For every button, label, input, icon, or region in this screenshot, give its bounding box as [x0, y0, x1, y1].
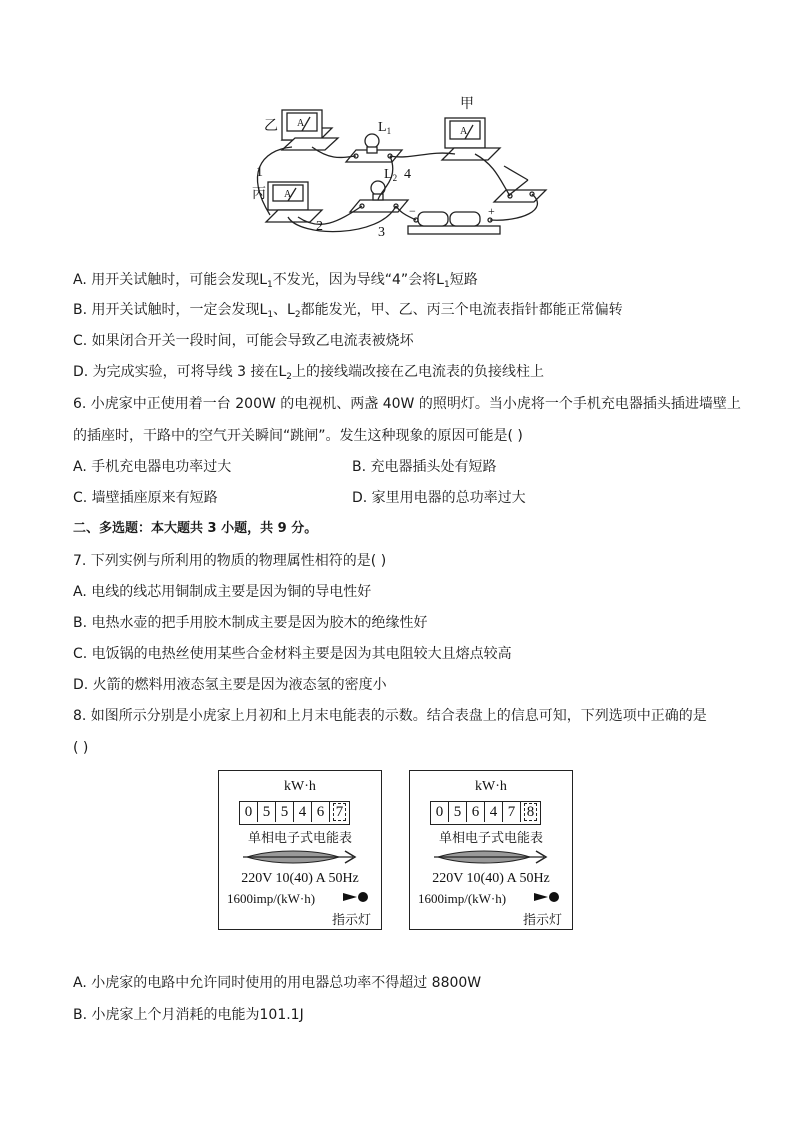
q5-option-c: C. 如果闭合开关一段时间，可能会导致乙电流表被烧坏: [73, 333, 414, 349]
label-l2: $L_2$: [384, 167, 398, 183]
label-l1: $L_1$: [378, 120, 392, 136]
meter-impulse: 1600imp/(kW·h): [227, 891, 316, 906]
meter-unit: kW·h: [284, 779, 316, 794]
meter-decimal-digit: 7: [330, 802, 349, 822]
meter-title: 单相电子式电能表: [438, 831, 543, 846]
meter-digit: 4: [294, 802, 312, 822]
ammeter-yi-face: A: [297, 118, 305, 129]
q5-option-b: B. 用开关试触时，一定会发现$L_1$、$L_2$都能发光，甲、乙、丙三个电流表指针都能正常偏转: [73, 302, 623, 320]
q8-stem-line2: ( ): [73, 740, 89, 756]
rotor-arrow-icon: [243, 849, 359, 865]
q7-option-a: A. 电线的线芯用铜制成主要是因为铜的导电性好: [73, 584, 372, 600]
meter-digit: 0: [240, 802, 258, 822]
label-wire-3: 3: [378, 225, 385, 240]
q8-option-a: A. 小虎家的电路中允许同时使用的用电器总功率不得超过 8800W: [73, 975, 482, 991]
label-wire-4: 4: [404, 167, 411, 182]
rotor-arrow-icon: [434, 849, 550, 865]
indicator-light-icon: [534, 891, 560, 903]
ammeter-bing-face: A: [284, 189, 292, 200]
meter-digit: 6: [312, 802, 330, 822]
ammeter-jia-face: A: [460, 126, 468, 137]
meter-indicator-label: 指示灯: [522, 913, 562, 928]
circuit-diagram: [0, 0, 794, 250]
indicator-light-icon: [343, 891, 369, 903]
q6-option-b: B. 充电器插头处有短路: [352, 459, 497, 475]
label-yi: 乙: [264, 119, 278, 134]
q6-option-c: C. 墙壁插座原来有短路: [73, 490, 218, 506]
q7-stem: 7. 下列实例与所利用的物质的物理属性相符的是( ): [73, 553, 387, 569]
q8-stem-line1: 8. 如图所示分别是小虎家上月初和上月末电能表的示数。结合表盘上的信息可知，下列选项中正确的是: [73, 708, 707, 724]
meter-rating: 220V 10(40) A 50Hz: [432, 871, 550, 886]
energy-meter-end: [409, 770, 573, 930]
meter-digit: 0: [431, 802, 449, 822]
switch: [494, 166, 546, 202]
meter-digit: 6: [467, 802, 485, 822]
meter-digit: 5: [258, 802, 276, 822]
label-wire-2: 2: [316, 219, 323, 234]
meter-digits: [239, 801, 350, 825]
meter-title: 单相电子式电能表: [247, 831, 352, 846]
meter-unit: kW·h: [475, 779, 507, 794]
meter-impulse: 1600imp/(kW·h): [418, 891, 507, 906]
meter-digit: 5: [449, 802, 467, 822]
meter-digit: 7: [503, 802, 521, 822]
meter-digit: 5: [276, 802, 294, 822]
q6-stem-line1: 6. 小虎家中正使用着一台 200W 的电视机、两盏 40W 的照明灯。当小虎将一个手机充电器插头插进墙壁上: [73, 396, 741, 412]
q6-option-a: A. 手机充电器电功率过大: [73, 459, 232, 475]
meter-rating: 220V 10(40) A 50Hz: [241, 871, 359, 886]
meter-indicator-label: 指示灯: [331, 913, 371, 928]
q5-option-a: A. 用开关试触时，可能会发现$L_1$不发光，因为导线“4”会将$L_1$短路: [73, 272, 478, 290]
energy-meter-start: [218, 770, 382, 930]
q7-option-d: D. 火箭的燃料用液态氢主要是因为液态氢的密度小: [73, 677, 387, 693]
ammeter-yi: [282, 110, 338, 150]
label-bing: 丙: [252, 187, 266, 202]
meter-digits: [430, 801, 541, 825]
label-jia: 甲: [460, 97, 474, 112]
q6-option-d: D. 家里用电器的总功率过大: [352, 490, 526, 506]
q6-stem-line2: 的插座时，干路中的空气开关瞬间“跳闸”。发生这种现象的原因可能是( ): [73, 428, 523, 444]
q8-option-b: B. 小虎家上个月消耗的电能为101.1J: [73, 1007, 304, 1023]
meter-decimal-digit: 8: [521, 802, 540, 822]
q7-option-b: B. 电热水壶的把手用胶木制成主要是因为胶木的绝缘性好: [73, 615, 428, 631]
lamp-l1: [346, 134, 402, 162]
ammeter-bing: [266, 182, 322, 222]
battery-pack: [408, 212, 500, 234]
q7-option-c: C. 电饭锅的电热丝使用某些合金材料主要是因为其电阻较大且熔点较高: [73, 646, 512, 662]
meter-digit: 4: [485, 802, 503, 822]
battery-minus: −: [409, 204, 416, 218]
battery-plus: +: [488, 204, 495, 218]
q5-option-d: D. 为完成实验，可将导线 3 接在$L_2$上的接线端改接在乙电流表的负接线柱上: [73, 364, 545, 382]
label-wire-1: 1: [256, 165, 263, 180]
section-heading: 二、多选题：本大题共 3 小题，共 9 分。: [73, 521, 318, 536]
